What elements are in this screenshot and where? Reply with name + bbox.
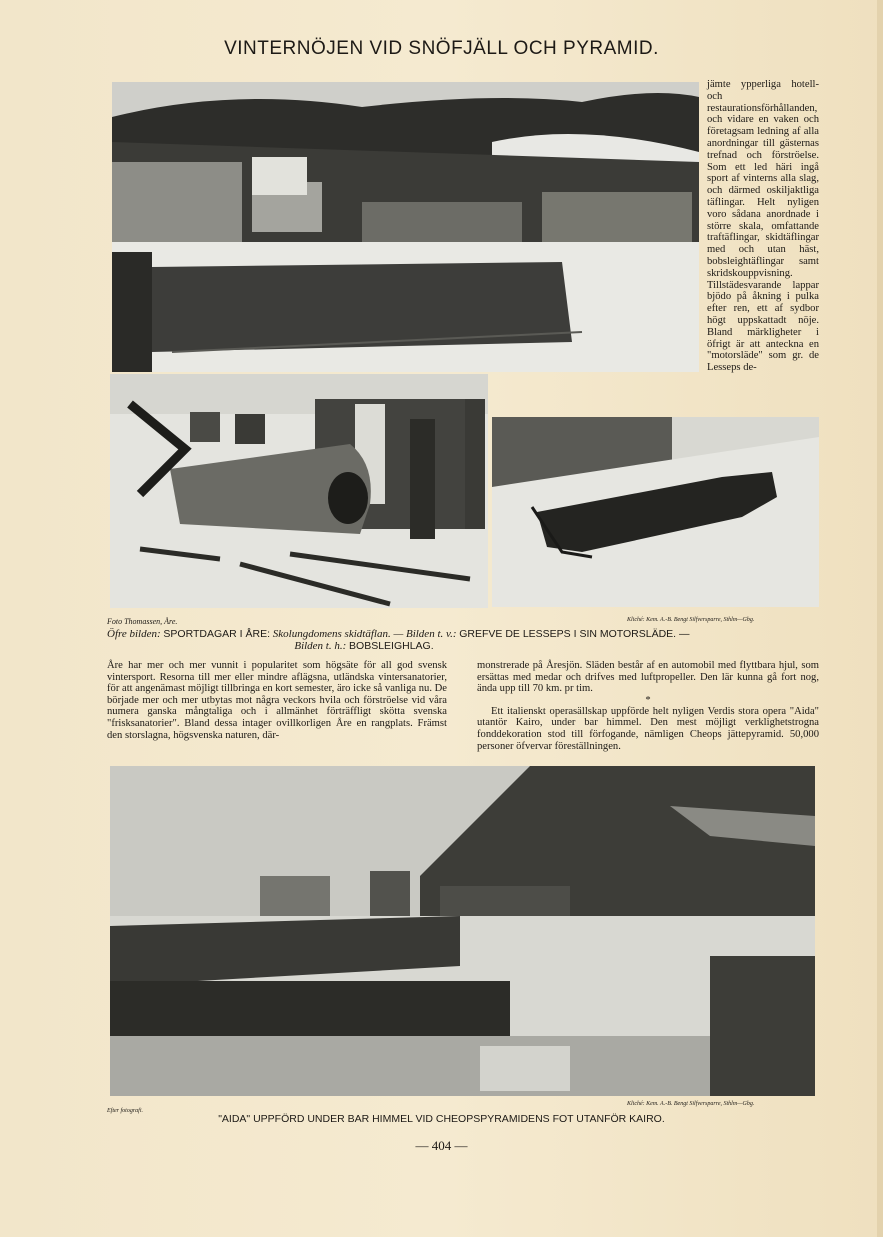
photo-ski-race <box>112 82 699 372</box>
caption-prefix: Öfre bilden: <box>107 628 161 640</box>
caption-part3-ital: Bilden t. h.: <box>294 640 347 652</box>
photo-motor-sledge <box>110 374 488 608</box>
article-column-left: Åre har mer och mer vunnit i popularitet som högsäte för all god svensk vintersport. Resorna till mer eller mindre aflägsna, utländska vintersanatorier, för att angenämast möjligt tillbringa en kort semester, äro icke så vanliga nu. De började mer och mer utbytas mot några veckors hvila och förströelse vid våra numera ganska mångtaliga och i allmänhet förträffligt skötta svenska "frisksanatorier". Bland dessa intager ovillkorligen Åre en rangplats. Främst den storslagna, högsvenska naturen, där- <box>107 660 447 741</box>
caption-part1: SPORTDAGAR I ÅRE: <box>163 628 271 640</box>
photo-caption <box>107 628 821 652</box>
bottom-photo-caption: "AIDA" UPPFÖRD UNDER BAR HIMMEL VID CHEOPSPYRAMIDENS FOT UTANFÖR KAIRO. <box>218 1113 665 1125</box>
article-column-right <box>477 660 819 752</box>
photo-credit-left: Foto Thomassen, Åre. <box>107 617 178 626</box>
caption-part1-ital: Skolungdomens skidtäflan. — Bilden t. v.: <box>272 628 457 640</box>
column-right-paragraph-1: monstrerade på Åresjön. Släden består af en automobil med flyttbara hjul, som ersättas med medar och drifves med luftpropeller. Den lär kunna gå fort nog, ända upp till 70 km. pr tim. <box>477 660 819 695</box>
column-right-separator: * <box>645 694 651 706</box>
photo-aida-pyramid <box>110 766 815 1096</box>
photo-bobsleigh <box>492 417 819 607</box>
photo-credit-right: Kliché: Kem. A.-B. Bengt Silfversparre, Sthlm—Gbg. <box>627 617 755 623</box>
caption-part2: GREFVE DE LESSEPS I SIN MOTORSLÄDE. — <box>459 628 690 640</box>
page-title: VINTERNÖJEN VID SNÖFJÄLL OCH PYRAMID. <box>224 38 659 59</box>
column-right-paragraph-2: Ett italienskt operasällskap uppförde helt nyligen Verdis stora opera "Aida" utantör Kairo, under bar himmel. Den mest möjligt verklighetstrogna fonddekoration stod till förfogande, nämligen Cheops jättepyramid. 50,000 personer öfvervar föreställningen. <box>477 705 819 752</box>
caption-part3: BOBSLEIGHLAG. <box>349 640 434 652</box>
bottom-credit-left: Efter fotografi. <box>107 1108 143 1114</box>
side-column-text: jämte ypperliga hotell- och restaurationsförhållanden, och vidare en vaken och företagsam ledning af alla anordningar till gästernas trefnad och förströelse. Som ett led häri ingå sport af vinterns alla slag, och därmed oskiljaktliga täflingar. Helt nyligen voro sådana anordnade i större skala, omfattande traftäflingar, skidtäflingar med och utan häst, bobsleightäflingar samt skridskouppvisning. Tillstädesvarande lappar bjödo på åkning i pulka efter ren, ett af sydbor högt uppskattadt nöje. Bland märkligheter i öfrigt är att anteckna en "motorsläde" som gr. de Lesseps de- <box>707 79 819 374</box>
page-number: — 404 — <box>415 1138 468 1153</box>
bottom-credit-right: Kliché: Kem. A.-B. Bengt Silfversparre, Sthlm—Gbg. <box>627 1101 755 1107</box>
